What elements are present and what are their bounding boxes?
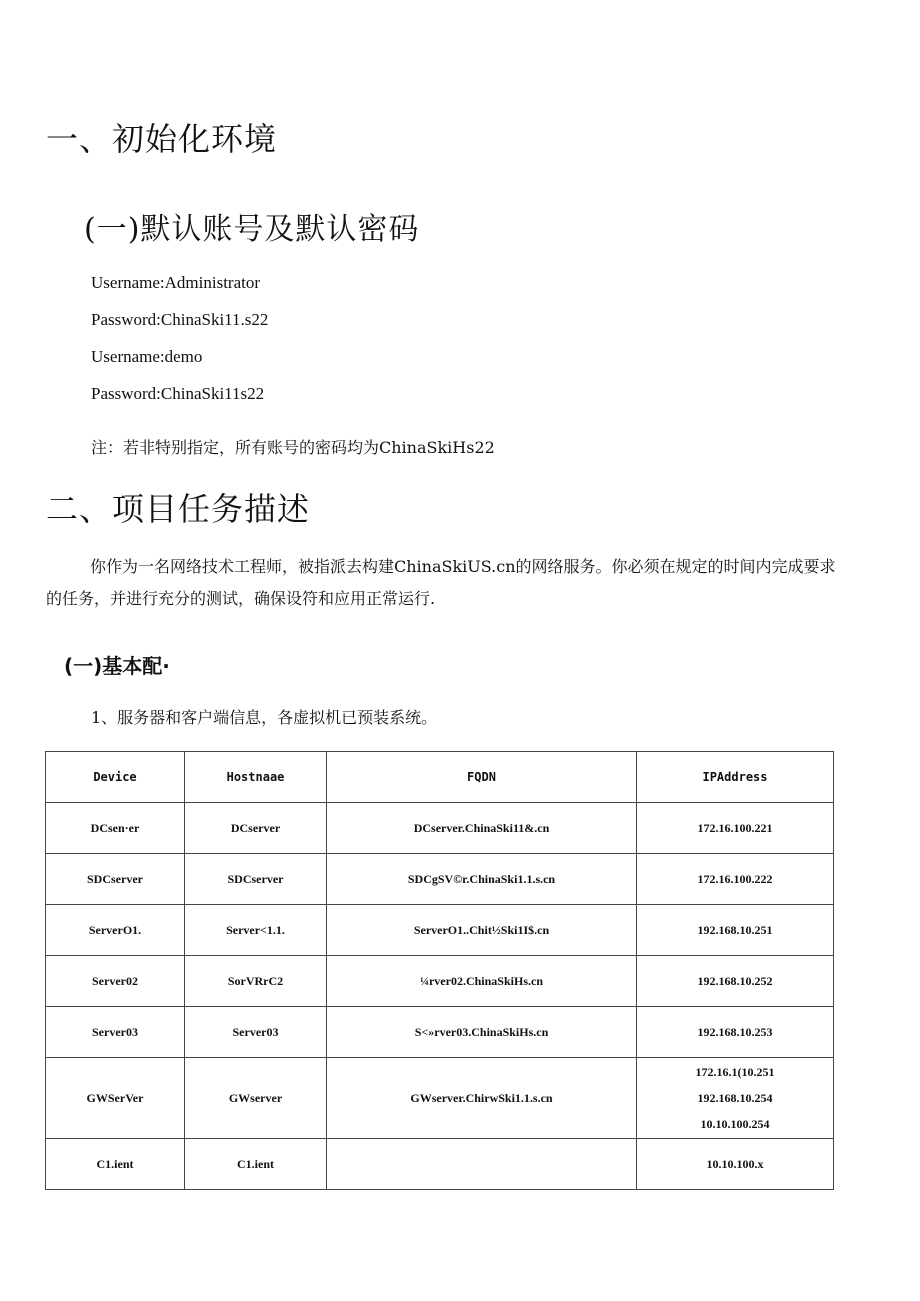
table-row xyxy=(46,854,834,905)
ip-line: 10.10.100.254 xyxy=(700,1117,770,1131)
password-note: 注：若非特别指定，所有账号的密码均为ChinaSkiHs22 xyxy=(91,438,495,457)
cell-fqdn: ServerO1..Chit½Ski1I$.cn xyxy=(327,905,637,956)
cell-device: ServerO1. xyxy=(46,905,185,956)
ip-line: 172.16.1(10.251 xyxy=(695,1065,775,1079)
header-ip-address: IPAddress xyxy=(637,752,834,803)
table-header-row xyxy=(46,752,834,803)
cell-device: Server02 xyxy=(46,956,185,1007)
table-row xyxy=(46,1139,834,1190)
cell-device: C1.ient xyxy=(46,1139,185,1190)
task-paragraph xyxy=(46,551,836,615)
ip-line: 192.168.10.254 xyxy=(697,1091,773,1105)
cell-device: GWSerVer xyxy=(46,1058,185,1139)
section-title-init: 一、初始化环境 xyxy=(46,120,278,158)
table-row xyxy=(46,905,834,956)
cell-fqdn xyxy=(327,1139,637,1190)
cell-hostname: C1.ient xyxy=(185,1139,327,1190)
cell-fqdn: SDCgSV©r.ChinaSki1.1.s.cn xyxy=(327,854,637,905)
cell-device: DCsen·er xyxy=(46,803,185,854)
credential-line: Password:ChinaSki11s22 xyxy=(91,384,265,403)
header-fqdn: FQDN xyxy=(327,752,637,803)
table-row xyxy=(46,1007,834,1058)
credential-line: Password:ChinaSki11.s22 xyxy=(91,310,269,329)
subsection-title-basic-config: (一)基本配· xyxy=(64,654,170,678)
header-hostname: Hostnaae xyxy=(185,752,327,803)
subsection-title-default-account: (一)默认账号及默认密码 xyxy=(84,212,420,247)
table-row xyxy=(46,956,834,1007)
cell-fqdn: ¼rver02.ChinaSkiHs.cn xyxy=(327,956,637,1007)
section-title-task: 二、项目任务描述 xyxy=(46,490,311,528)
table-row xyxy=(46,1058,834,1139)
cell-fqdn: GWserver.ChirwSki1.1.s.cn xyxy=(327,1058,637,1139)
task-paragraph-text: 你作为一名网络技术工程师，被指派去构建ChinaSkiUS.cn的网络服务。你必须在规定的时间内完成要求的任务，并进行充分的测试，确保设符和应用正常运行. xyxy=(46,557,836,608)
cell-fqdn: S<»rver03.ChinaSkiHs.cn xyxy=(327,1007,637,1058)
cell-ip: 192.168.10.252 xyxy=(637,956,834,1007)
cell-ip xyxy=(637,1058,834,1139)
cell-hostname: SDCserver xyxy=(185,854,327,905)
cell-hostname: SorVRrC2 xyxy=(185,956,327,1007)
credential-line: Username:Administrator xyxy=(91,273,261,292)
list-item-server-info: 1、服务器和客户端信息，各虚拟机已预装系统。 xyxy=(91,708,438,727)
cell-hostname: DCserver xyxy=(185,803,327,854)
cell-hostname: GWserver xyxy=(185,1058,327,1139)
cell-hostname: Server<1.1. xyxy=(185,905,327,956)
header-device: Device xyxy=(46,752,185,803)
cell-device: SDCserver xyxy=(46,854,185,905)
table-row xyxy=(46,803,834,854)
cell-ip: 192.168.10.251 xyxy=(637,905,834,956)
cell-fqdn: DCserver.ChinaSki11&.cn xyxy=(327,803,637,854)
cell-ip: 172.16.100.222 xyxy=(637,854,834,905)
credential-line: Username:demo xyxy=(91,347,203,366)
cell-hostname: Server03 xyxy=(185,1007,327,1058)
server-info-table xyxy=(45,751,834,1190)
cell-device: Server03 xyxy=(46,1007,185,1058)
cell-ip: 10.10.100.x xyxy=(637,1139,834,1190)
cell-ip: 192.168.10.253 xyxy=(637,1007,834,1058)
cell-ip: 172.16.100.221 xyxy=(637,803,834,854)
